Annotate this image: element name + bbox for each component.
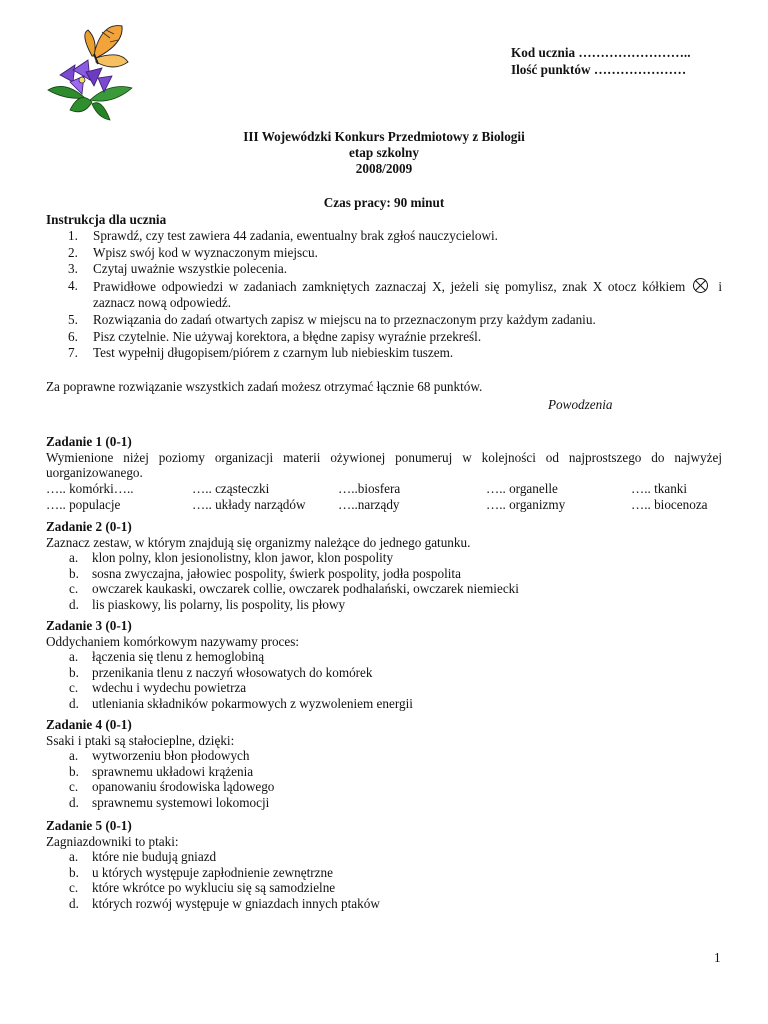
task-1 bbox=[46, 434, 722, 513]
answer-option[interactable]: b. sosna zwyczajna, jałowiec pospolity, świerk pospolity, jodła pospolita bbox=[69, 565, 461, 581]
ordering-item[interactable]: ….. organizmy bbox=[486, 496, 566, 512]
list-item: 4. Prawidłowe odpowiedzi w zadaniach zamkniętych zaznaczaj X, jeżeli się pomylisz, znak X otocz kółkiem i zaznacz nową odpowiedź. bbox=[68, 277, 722, 311]
list-item: 2. Wpisz swój kod w wyznaczonym miejscu. bbox=[68, 244, 318, 260]
answer-options bbox=[46, 748, 722, 810]
answer-option[interactable]: b. sprawnemu układowi krążenia bbox=[69, 763, 254, 779]
list-item: 5. Rozwiązania do zadań otwartych zapisz w miejscu na to przeznaczonym przy każdym zadaniu. bbox=[68, 311, 596, 327]
answer-option[interactable]: c. opanowaniu środowiska lądowego bbox=[69, 779, 275, 794]
ordering-item[interactable]: ….. komórki….. bbox=[46, 480, 134, 496]
task-2 bbox=[46, 519, 722, 612]
task-prompt: Wymienione niżej poziomy organizacji materii ożywionej ponumeruj w kolejności od najprostszego do najwyżej uorganizowanego. bbox=[46, 449, 722, 480]
ordering-item[interactable]: ….. organelle bbox=[486, 480, 558, 496]
score-note: Za poprawne rozwiązanie wszystkich zadań możesz otrzymać łącznie 68 punktów. bbox=[46, 379, 483, 394]
circled-x-icon bbox=[693, 278, 708, 293]
ordering-item[interactable]: ….. cząsteczki bbox=[192, 480, 270, 496]
ordering-item[interactable]: ….. układy narządów bbox=[192, 496, 306, 512]
task-prompt: Zaznacz zestaw, w którym znajdują się organizmy należące do jednego gatunku. bbox=[46, 534, 471, 550]
good-luck-text: Powodzenia bbox=[548, 397, 613, 412]
instructions bbox=[46, 212, 722, 362]
answer-options bbox=[46, 849, 722, 911]
answer-option[interactable]: a. które nie budują gniazd bbox=[69, 849, 217, 864]
answer-options bbox=[46, 649, 722, 711]
ordering-item[interactable]: …..biosfera bbox=[338, 480, 401, 496]
instructions-heading: Instrukcja dla ucznia bbox=[46, 212, 167, 227]
answer-option[interactable]: b. u których występuje zapłodnienie zewnętrzne bbox=[69, 864, 333, 880]
answer-option[interactable]: c. owczarek kaukaski, owczarek collie, owczarek podhalański, owczarek niemiecki bbox=[69, 581, 519, 596]
task-title: Zadanie 4 (0-1) bbox=[46, 717, 132, 732]
answer-options bbox=[46, 550, 722, 612]
task-prompt: Ssaki i ptaki są stałocieplne, dzięki: bbox=[46, 732, 235, 748]
answer-option[interactable]: a. wytworzeniu błon płodowych bbox=[69, 748, 250, 763]
list-item: 6. Pisz czytelnie. Nie używaj korektora, a błędne zapisy wyraźnie przekreśl. bbox=[68, 328, 482, 344]
task-prompt: Oddychaniem komórkowym nazywamy proces: bbox=[46, 633, 300, 649]
task-title: Zadanie 3 (0-1) bbox=[46, 618, 132, 633]
answer-option[interactable]: d. lis piaskowy, lis polarny, lis pospolity, lis płowy bbox=[69, 596, 346, 612]
list-item: 3. Czytaj uważnie wszystkie polecenia. bbox=[68, 261, 288, 277]
title-line-2: etap szkolny bbox=[349, 145, 419, 160]
student-code-field[interactable]: Kod ucznia …………………….. bbox=[511, 45, 691, 60]
ordering-item[interactable]: ….. populacje bbox=[46, 496, 121, 512]
ordering-item[interactable]: ….. biocenoza bbox=[631, 496, 708, 512]
task-title: Zadanie 2 (0-1) bbox=[46, 519, 132, 534]
title-line-3: 2008/2009 bbox=[355, 161, 413, 176]
student-info-header bbox=[511, 44, 691, 78]
answer-option[interactable]: d. utleniania składników pokarmowych z wyzwoleniem energii bbox=[69, 695, 413, 711]
task-5 bbox=[46, 818, 722, 911]
task-title: Zadanie 1 (0-1) bbox=[46, 434, 132, 449]
points-field[interactable]: Ilość punktów ………………… bbox=[511, 62, 687, 77]
task-3 bbox=[46, 618, 722, 711]
ordering-grid bbox=[46, 481, 722, 513]
answer-option[interactable]: d. których rozwój występuje w gniazdach innych ptaków bbox=[69, 895, 380, 911]
title-line-1: III Wojewódzki Konkurs Przedmiotowy z Biologii bbox=[243, 129, 525, 144]
instructions-list bbox=[46, 228, 722, 362]
task-4 bbox=[46, 717, 722, 810]
answer-option[interactable]: b. przenikania tlenu z naczyń włosowatych do komórek bbox=[69, 664, 373, 680]
document-title bbox=[0, 129, 768, 177]
answer-option[interactable]: d. sprawnemu systemowi lokomocji bbox=[69, 794, 270, 810]
ordering-item[interactable]: ….. tkanki bbox=[631, 480, 688, 496]
task-prompt: Zagniazdowniki to ptaki: bbox=[46, 833, 179, 849]
butterfly-flower-logo bbox=[40, 20, 135, 125]
list-item: 1. Sprawdź, czy test zawiera 44 zadania, ewentualny brak zgłoś nauczycielowi. bbox=[68, 228, 498, 243]
answer-option[interactable]: a. łączenia się tlenu z hemoglobiną bbox=[69, 649, 265, 664]
page-number: 1 bbox=[714, 950, 721, 965]
task-title: Zadanie 5 (0-1) bbox=[46, 818, 132, 833]
work-time: Czas pracy: 90 minut bbox=[323, 195, 445, 210]
answer-option[interactable]: a. klon polny, klon jesionolistny, klon jawor, klon pospolity bbox=[69, 550, 394, 565]
ordering-item[interactable]: …..narządy bbox=[338, 496, 400, 512]
answer-option[interactable]: c. wdechu i wydechu powietrza bbox=[69, 680, 247, 695]
list-item: 7. Test wypełnij długopisem/piórem z czarnym lub niebieskim tuszem. bbox=[68, 345, 454, 361]
answer-option[interactable]: c. które wkrótce po wykluciu się są samodzielne bbox=[69, 880, 336, 895]
